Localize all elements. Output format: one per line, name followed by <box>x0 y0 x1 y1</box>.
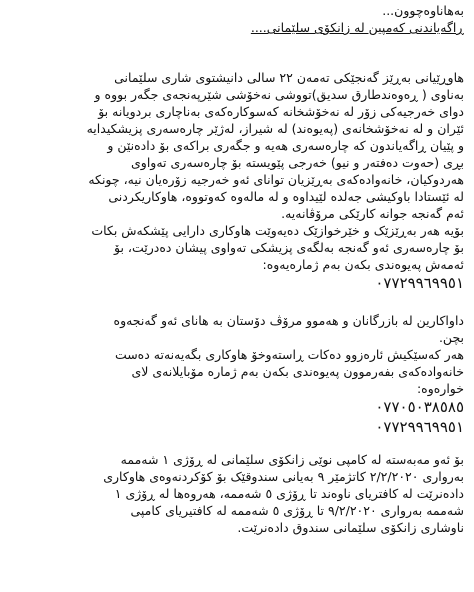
paragraph-line: ئەم گەنجە جوانە کارێکی مرۆڤانەیە. <box>281 206 464 221</box>
phone-number-list-item: ٠٧٧٢٩٩٦٩٩٥١ <box>375 418 464 436</box>
paragraph-line: دادەنرێت لە کافتریای ناوەند تا ڕۆژی ٥ شەممە، هەروەها لە ڕۆژی ١ <box>114 486 464 501</box>
paragraph-line: و پێیان ڕاگەیاندون کە چارەسەری هەیە و جگەری براکەی بۆ دادەنێن و <box>107 138 464 153</box>
phone-number-main: ٠٧٧٢٩٩٦٩٩٥١ <box>375 274 464 292</box>
phone-number-list-item: ٠٧٧٠٥٠٣٨٥٨٥ <box>375 398 464 416</box>
paragraph-line: بۆیە هەر بەڕێزێک و خێرخوازێک دەیەوێت هاوکاری دارایی پێشکەش بکات <box>91 223 464 238</box>
paragraph-line: هەر کەسێکیش ئارەزوو دەکات ڕاستەوخۆ هاوکاری بگەیەنەتە دەست <box>114 347 464 362</box>
paragraph-line: لە ئێستادا باوکیشی جەلدە لێیداوە و لە مالەوە کەوتووە، هاوکاریکردنی <box>108 189 464 204</box>
paragraph-line: ناوشاری زانکۆی سلێمانی سندوق دادەنرێت. <box>237 520 464 535</box>
paragraph-line: دوای خەرجیەکی زۆر لە نەخۆشخانە کەسوکارەکەی بەناچاری بردویانە بۆ <box>98 104 464 119</box>
spacer <box>8 36 464 55</box>
paragraph-line: بۆ چارەسەری ئەو گەنجە بەلگەی پزیشکی تەواوی پیشان دەدرێت، بۆ <box>114 240 464 255</box>
paragraph-line: داواکارین لە بازرگانان و هەموو مرۆڤ دۆستان بە هانای ئەو گەنجەوە <box>113 313 464 328</box>
paragraph-line: خانەوادەکەی بفەرموون پەیوەندی بکەن بەم ژمارە مۆبایلانەی لای <box>131 364 464 379</box>
spacer <box>8 293 464 312</box>
paragraph-line: خوارەوە: <box>416 381 464 396</box>
paragraph-line: بۆ ئەو مەبەستە لە کامپی نوێی زانکۆی سلێمانی لە ڕۆژی ١ شەممە <box>120 452 464 467</box>
spacer <box>8 55 464 69</box>
greeting-line: بەهاناوەچوون... <box>382 3 464 18</box>
paragraph-direct-contact <box>8 346 464 437</box>
paragraph-line: بەرواری ٢/٢/٢٠٢٠ کاتژمێر ٩ بەیانی سندوقێک بۆ کۆکردنەوەی هاوکاری <box>103 469 464 484</box>
announcement-title: ڕاگەیاندنی کەمپین لە زانکۆی سلێمانی.... <box>250 20 464 35</box>
spacer <box>8 437 464 451</box>
paragraph-donation-request <box>8 222 464 293</box>
paragraph-collection-box <box>8 451 464 536</box>
paragraph-line: ئەمەش پەیوەندی بکەن بەم ژمارەیەوە: <box>262 257 464 272</box>
paragraph-line: بچن. <box>438 330 464 345</box>
paragraph-line: هەردوکیان، خانەوادەکەی بەڕێزیان توانای ئەو خەرجیە زۆرەیان نیە، چونکە <box>88 172 464 187</box>
paragraph-case-description <box>8 69 464 222</box>
paragraph-line: شەممە بەرواری ٩/٢/٢٠٢٠ تا ڕۆژی ٥ شەممە لە کافتیریای کامپی <box>130 503 464 518</box>
paragraph-line: بەناوی ( ڕەوەندطارق سدیق)تووشی نەخۆشی شێرپەنجەی جگەر بووە و <box>94 87 464 102</box>
paragraph-line: بڕی (حەوت دەفتەر و نیو) خەرجی پێویستە بۆ چارەسەری تەواوی <box>131 155 464 170</box>
paragraph-appeal <box>8 312 464 346</box>
paragraph-line: هاوڕێیانی بەڕێز گەنجێکی تەمەن ٢٢ سالی دانیشتوی شاری سلێمانی <box>114 70 464 85</box>
paragraph-line: ئێران و لە نەخۆشخانەی (پەیوەند) لە شیراز، لەژێر چارەسەری پزیشکیدایە <box>86 121 464 136</box>
